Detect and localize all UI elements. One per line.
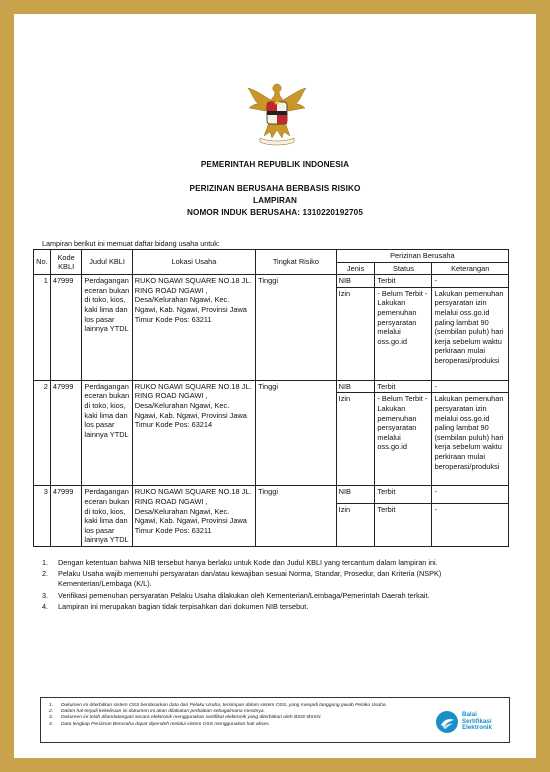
- row-jenis: Izin: [336, 503, 375, 546]
- row-keterangan: -: [432, 503, 509, 546]
- list-item: [42, 602, 512, 612]
- nib-number: NOMOR INDUK BERUSAHA: 1310220192705: [187, 208, 363, 217]
- bsre-logo: [435, 710, 507, 736]
- row-keterangan: Lakukan pemenuhan persyaratan izin melalui oss.go.id paling lambat 90 (sembilan puluh) hari kerja sebelum waktu perkiraan mulai beroperasi/produksi: [432, 393, 509, 486]
- header-no: No.: [34, 250, 51, 275]
- table-row: [34, 380, 509, 393]
- list-item: [49, 722, 389, 728]
- header-jenis: Jenis: [336, 262, 375, 275]
- footnote-text: Data lengkap Perizinan Berusaha dapat diperoleh melalui sistem OSS menggunakan hak akses.: [61, 721, 271, 727]
- note-number: 2.: [42, 569, 49, 579]
- bsre-line3: Elektronik: [462, 724, 492, 732]
- government-title: PEMERINTAH REPUBLIK INDONESIA: [200, 160, 350, 169]
- header-status: Status: [375, 262, 432, 275]
- table-row: [34, 486, 509, 504]
- header-judul-kbli: Judul KBLI: [82, 250, 132, 275]
- footnote-number: 1.: [49, 703, 54, 708]
- garuda-emblem-icon: [244, 78, 310, 148]
- list-item: [42, 591, 512, 601]
- row-status: Terbit: [375, 380, 432, 393]
- row-jenis: Izin: [336, 287, 375, 380]
- row-tingkat-risiko: Tinggi: [256, 275, 337, 381]
- note-text: Pelaku Usaha wajib memenuhi persyaratan dan/atau kewajiban sesuai Norma, Standar, Prosedur, dan Kriteria (NSPK) Kementerian/Lembaga (K/L).: [58, 569, 442, 589]
- note-text: Dengan ketentuan bahwa NIB tersebut hanya berlaku untuk Kode dan Judul KBLI yang tercantum dalam lampiran ini.: [58, 558, 438, 567]
- row-jenis: NIB: [336, 380, 375, 393]
- header-tingkat-risiko: Tingkat Risiko: [256, 250, 337, 275]
- note-number: 1.: [42, 558, 49, 567]
- bsre-line1: Balai: [462, 711, 477, 718]
- header-kode-kbli: Kode KBLI: [50, 250, 82, 275]
- row-no: 2: [34, 380, 51, 486]
- row-lokasi-usaha: RUKO NGAWI SQUARE NO.18 JL. RING ROAD NGAWI , Desa/Kelurahan Ngawi, Kec. Ngawi, Kab. Ngawi, Provinsi Jawa Timur Kode Pos: 63211: [132, 275, 255, 381]
- row-status: Terbit: [375, 486, 432, 504]
- row-jenis: Izin: [336, 393, 375, 486]
- row-keterangan: -: [432, 486, 509, 504]
- header-keterangan: Keterangan: [432, 262, 509, 275]
- row-judul-kbli: Perdagangan eceran bukan di toko, kios, kaki lima dan los pasar lainnya YTDL: [82, 486, 132, 547]
- row-tingkat-risiko: Tinggi: [256, 380, 337, 486]
- intro-text: Lampiran berikut ini memuat daftar bidang usaha untuk:: [42, 239, 220, 248]
- bsre-line2: Sertifikasi: [462, 717, 492, 725]
- bsre-emblem-icon: [435, 710, 459, 734]
- row-no: 1: [34, 275, 51, 381]
- note-number: 4.: [42, 602, 49, 612]
- footnote-number: 2.: [49, 709, 54, 715]
- footnote-text: Dokumen ini diterbitkan sistem OSS berdasarkan data dari Pelaku Usaha, tersimpan dalam sistem OSS, yang menjadi tanggung jawab Pelaku Usaha.: [61, 703, 387, 708]
- footnotes-list: [49, 703, 389, 728]
- footer-box: [40, 697, 510, 743]
- list-item: [42, 558, 512, 568]
- footnote-number: 3.: [49, 715, 54, 721]
- row-status: - Belum Terbit - Lakukan pemenuhan persyaratan melalui oss.go.id: [375, 287, 432, 380]
- row-keterangan: -: [432, 275, 509, 288]
- bsre-text: [462, 712, 492, 732]
- row-no: 3: [34, 486, 51, 547]
- document-title: PERIZINAN BERUSAHA BERBASIS RISIKO: [189, 184, 361, 193]
- row-status: Terbit: [375, 275, 432, 288]
- row-tingkat-risiko: Tinggi: [256, 486, 337, 547]
- list-item: [42, 569, 512, 589]
- note-text: Lampiran ini merupakan bagian tidak terpisahkan dari dokumen NIB tersebut.: [58, 602, 309, 612]
- header-lokasi-usaha: Lokasi Usaha: [132, 250, 255, 275]
- row-keterangan: -: [432, 380, 509, 393]
- row-jenis: NIB: [336, 486, 375, 504]
- row-lokasi-usaha: RUKO NGAWI SQUARE NO.18 JL. RING ROAD NGAWI , Desa/Kelurahan Ngawi, Kec. Ngawi, Kab. Ngawi, Provinsi Jawa Timur Kode Pos: 63214: [132, 380, 255, 486]
- business-fields-table: [33, 249, 509, 547]
- row-kode-kbli: 47999: [50, 380, 82, 486]
- footnote-text: Dalam hal terjadi kekeliruan isi dokumen ini akan dilakukan perbaikan sebagaimana mestinya.: [61, 709, 265, 715]
- notes-list: [42, 558, 512, 614]
- table-row: [34, 275, 509, 288]
- row-lokasi-usaha: RUKO NGAWI SQUARE NO.18 JL. RING ROAD NGAWI , Desa/Kelurahan Ngawi, Kec. Ngawi, Kab. Ngawi, Provinsi Jawa Timur Kode Pos: 63211: [132, 486, 255, 547]
- footnote-text: Dokumen ini telah ditandatangani secara elektronik menggunakan sertifikat elektronik yang diterbitkan oleh BSrE-BSSN.: [61, 715, 322, 721]
- row-jenis: NIB: [336, 275, 375, 288]
- document-subtitle: LAMPIRAN: [252, 196, 297, 205]
- row-judul-kbli: Perdagangan eceran bukan di toko, kios, kaki lima dan los pasar lainnya YTDL: [82, 380, 132, 486]
- header-perizinan-berusaha: Perizinan Berusaha: [336, 250, 508, 263]
- footnote-number: 4.: [49, 721, 54, 727]
- note-number: 3.: [42, 590, 49, 600]
- row-keterangan: Lakukan pemenuhan persyaratan izin melalui oss.go.id paling lambat 90 (sembilan puluh) hari kerja sebelum waktu perkiraan mulai beroperasi/produksi: [432, 287, 509, 380]
- row-judul-kbli: Perdagangan eceran bukan di toko, kios, kaki lima dan los pasar lainnya YTDL: [82, 275, 132, 381]
- row-kode-kbli: 47999: [50, 275, 82, 381]
- note-text: Verifikasi pemenuhan persyaratan Pelaku Usaha dilakukan oleh Kementerian/Lembaga/Pemerintah Daerah terkait.: [58, 590, 430, 600]
- row-status: - Belum Terbit - Lakukan pemenuhan persyaratan melalui oss.go.id: [375, 393, 432, 486]
- row-status: Terbit: [375, 503, 432, 546]
- row-kode-kbli: 47999: [50, 486, 82, 547]
